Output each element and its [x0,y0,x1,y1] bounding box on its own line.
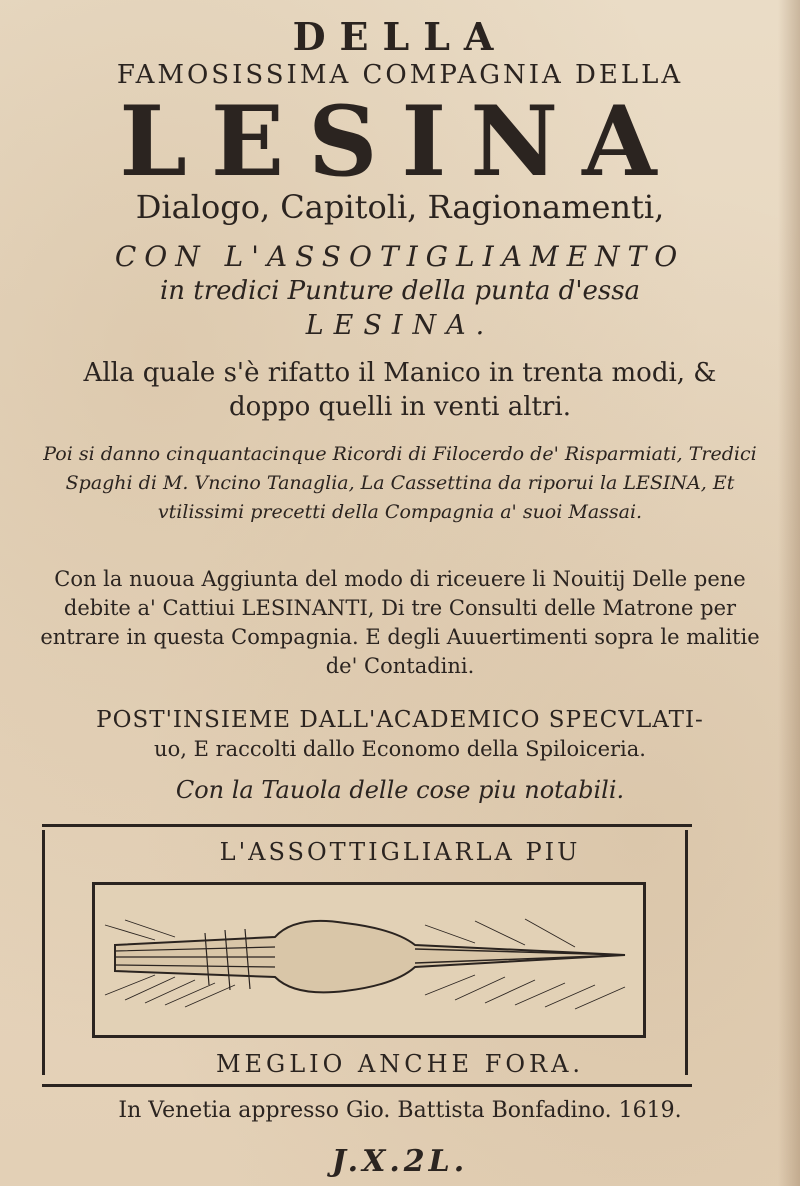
bottom-rule [42,1084,692,1087]
aggiunta-paragraph: Con la nuoua Aggiunta del modo di riceuere li Nouitij Delle pene debite a' Cattiui LESINANTI, Di tre Consulti delle Matrone per entrare in questa Compagnia. E degli Auuertimenti sopra le malitie de' Contadini. [40,567,760,678]
top-rule [42,824,692,827]
subtitle-line-2: doppo quelli in venti altri. [229,392,571,422]
title-lesina-small: LESINA. [305,310,495,341]
title-punture: in tredici Punture della punta d'essa [159,276,641,306]
ricordi-paragraph: Poi si danno cinquantacinque Ricordi di Filocerdo de' Risparmiati, Tredici Spaghi di M. Vncino Tanaglia, La Cassettina da riporui la LESINA, Et vtilissimi precetti della Compagnia a' suoi Massai. [43,443,757,523]
woodcut-caption-top: L'ASSOTTIGLIARLA PIU [219,838,581,866]
title-line-della: DELLA [292,14,508,59]
title-line-compagnia: FAMOSISSIMA COMPAGNIA DELLA [116,60,684,90]
imprint: In Venetia appresso Gio. Battista Bonfadino. 1619. [118,1098,682,1123]
awl-icon [95,885,643,1035]
tavola-note: Con la Tauola delle cose piu notabili. [175,776,625,804]
title-dialogo: Dialogo, Capitoli, Ragionamenti, [135,188,665,226]
author-line-1: POST'INSIEME DALL'ACADEMICO SPECVLATI- [96,707,704,733]
title-lesina: LESINA [119,85,681,198]
author-line-2: uo, E raccolti dallo Economo della Spiloiceria. [154,737,646,761]
title-assotigliamento: CON L'ASSOTIGLIAMENTO [114,240,686,273]
woodcut-box [92,882,646,1038]
woodcut-caption-bottom: MEGLIO ANCHE FORA. [215,1050,585,1078]
shelfmark: J.X.2L. [331,1144,469,1179]
subtitle-line-1: Alla quale s'è rifatto il Manico in trenta modi, & [83,358,717,388]
